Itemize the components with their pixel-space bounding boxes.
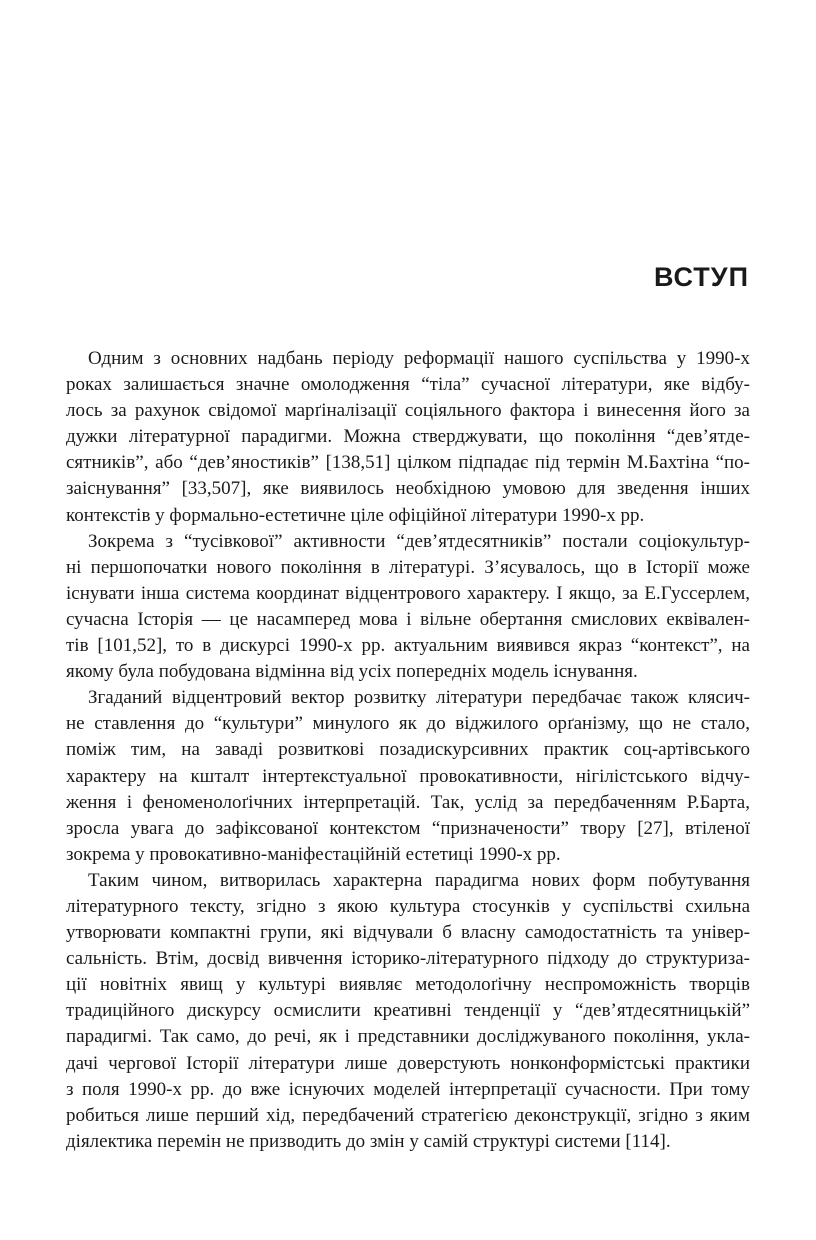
body-text — [66, 346, 750, 1155]
text-line: традиційного дискурсу осмислити креативні тенденції у “дев’ятдесятницькій” — [66, 1000, 751, 1022]
chapter-heading: ВСТУП — [654, 262, 749, 292]
text-line: ження і феноменолоґічних інтерпретацій. Так, услід за передбаченням Р.Барта, — [66, 791, 750, 813]
text-line: лось за рахунок свідомої марґіналізації соціяльного фактора і винесення його за — [66, 400, 750, 422]
text-line: з поля 1990-х рр. до вже існуючих моделей інтерпретації сучасности. При тому — [66, 1078, 750, 1100]
text-line: дужки літературної парадигми. Можна стверджувати, що покоління “дев’ятде- — [66, 426, 750, 448]
text-line: не ставлення до “культури” минулого як до віджилого орґанізму, що не стало, — [66, 713, 750, 735]
paragraph — [66, 529, 750, 686]
text-line: ції новітніх явищ у культурі виявляє методолоґічну неспроможність творців — [66, 974, 750, 996]
text-line: Згаданий відцентровий вектор розвитку літератури передбачає також клясич- — [88, 687, 750, 709]
text-line: якому була побудована відмінна від усіх попередніх модель існування. — [66, 661, 638, 683]
text-line: сятників”, або “дев’яностиків” [138,51] цілком підпадає під термін М.Бахтіна “по- — [66, 452, 750, 474]
text-line: утворювати компактні групи, які відчували б власну самодостатність та універ- — [66, 922, 750, 944]
text-line: поміж тим, на заваді розвиткові позадискурсивних практик соц-артівського — [66, 739, 750, 761]
text-line: зокрема у провокативно-маніфестаційній естетиці 1990-х рр. — [66, 843, 561, 865]
text-line: сучасна Історія — це насамперед мова і вільне обертання смислових еквівален- — [66, 608, 750, 630]
paragraph — [66, 685, 750, 868]
paragraph — [66, 346, 750, 529]
text-line: Одним з основних надбань періоду реформації нашого суспільства у 1990-х — [88, 348, 750, 369]
paragraph — [66, 868, 750, 1155]
text-line: літературного тексту, згідно з якою культура стосунків у суспільстві схильна — [66, 895, 751, 917]
text-line: контекстів у формально-естетичне ціле офіційної літератури 1990-х рр. — [66, 504, 645, 526]
text-line: існувати інша система координат відцентрового характеру. І якщо, за Е.Гуссерлем, — [66, 582, 750, 604]
text-line: ні першопочатки нового покоління в літературі. З’ясувалось, що в Історії може — [66, 556, 750, 578]
text-line: зросла увага до зафіксованої контекстом “призначености” твору [27], втіленої — [66, 817, 750, 839]
text-line: тів [101,52], то в дискурсі 1990-х рр. актуальним виявився якраз “контекст”, на — [66, 635, 750, 657]
text-line: діялектика перемін не призводить до змін у самій структурі системи [114]. — [66, 1130, 671, 1152]
text-line: Таким чином, витворилась характерна парадигма нових форм побутування — [88, 869, 750, 891]
text-line: дачі чергової Історії літератури лише доверстують нонконформістські практики — [66, 1052, 751, 1074]
text-line: Зокрема з “тусівкової” активности “дев’ятдесятників” постали соціокультур- — [88, 530, 750, 552]
text-line: характеру на кшталт інтертекстуальної провокативности, нігілістського відчу- — [66, 765, 750, 787]
text-line: заіснування” [33,507], яке виявилось необхідною умовою для зведення інших — [66, 478, 750, 500]
text-line: роках залишається значне омолодження “тіла” сучасної літератури, яке відбу- — [66, 374, 750, 396]
text-line: сальність. Втім, досвід вивчення історико-літературного підходу до структуриза- — [66, 948, 750, 970]
text-line: парадигмі. Так само, до речі, як і представники досліджуваного покоління, укла- — [66, 1026, 750, 1048]
text-line: робиться лише перший хід, передбачений стратегією деконструкції, згідно з яким — [66, 1104, 750, 1126]
